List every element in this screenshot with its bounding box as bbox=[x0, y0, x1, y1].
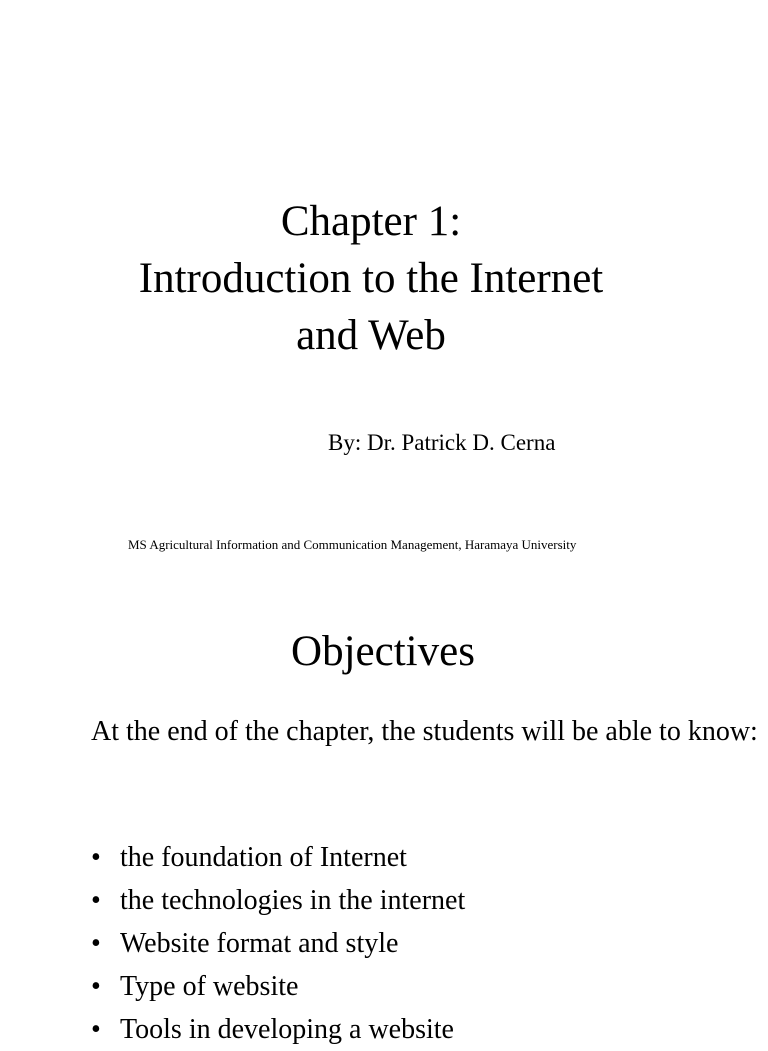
list-item-text: Tools in developing a website bbox=[120, 1014, 454, 1045]
title-line: Introduction to the Internet bbox=[138, 255, 604, 302]
bullet-icon: • bbox=[91, 928, 101, 959]
list-item bbox=[91, 965, 751, 1008]
list-item bbox=[91, 879, 751, 922]
bullet-icon: • bbox=[91, 842, 101, 873]
bullet-icon: • bbox=[91, 1014, 101, 1045]
list-item bbox=[91, 836, 751, 879]
list-item-text: the foundation of Internet bbox=[120, 842, 407, 873]
bullet-icon: • bbox=[91, 885, 101, 916]
list-item bbox=[91, 922, 751, 965]
objectives-heading: Objectives bbox=[291, 628, 475, 675]
objectives-list bbox=[91, 836, 751, 1051]
list-item-text: Type of website bbox=[120, 971, 299, 1002]
title-line: and Web bbox=[296, 312, 446, 359]
list-item bbox=[91, 1008, 751, 1051]
affiliation-line: MS Agricultural Information and Communication Management, Haramaya University bbox=[128, 537, 577, 552]
objectives-intro: At the end of the chapter, the students will be able to know: bbox=[91, 716, 758, 747]
bullet-icon: • bbox=[91, 971, 101, 1002]
title-line: Chapter 1: bbox=[280, 198, 462, 245]
chapter-title bbox=[0, 193, 742, 364]
list-item-text: the technologies in the internet bbox=[120, 885, 466, 916]
list-item-text: Website format and style bbox=[120, 928, 399, 959]
author-line: By: Dr. Patrick D. Cerna bbox=[328, 430, 556, 455]
